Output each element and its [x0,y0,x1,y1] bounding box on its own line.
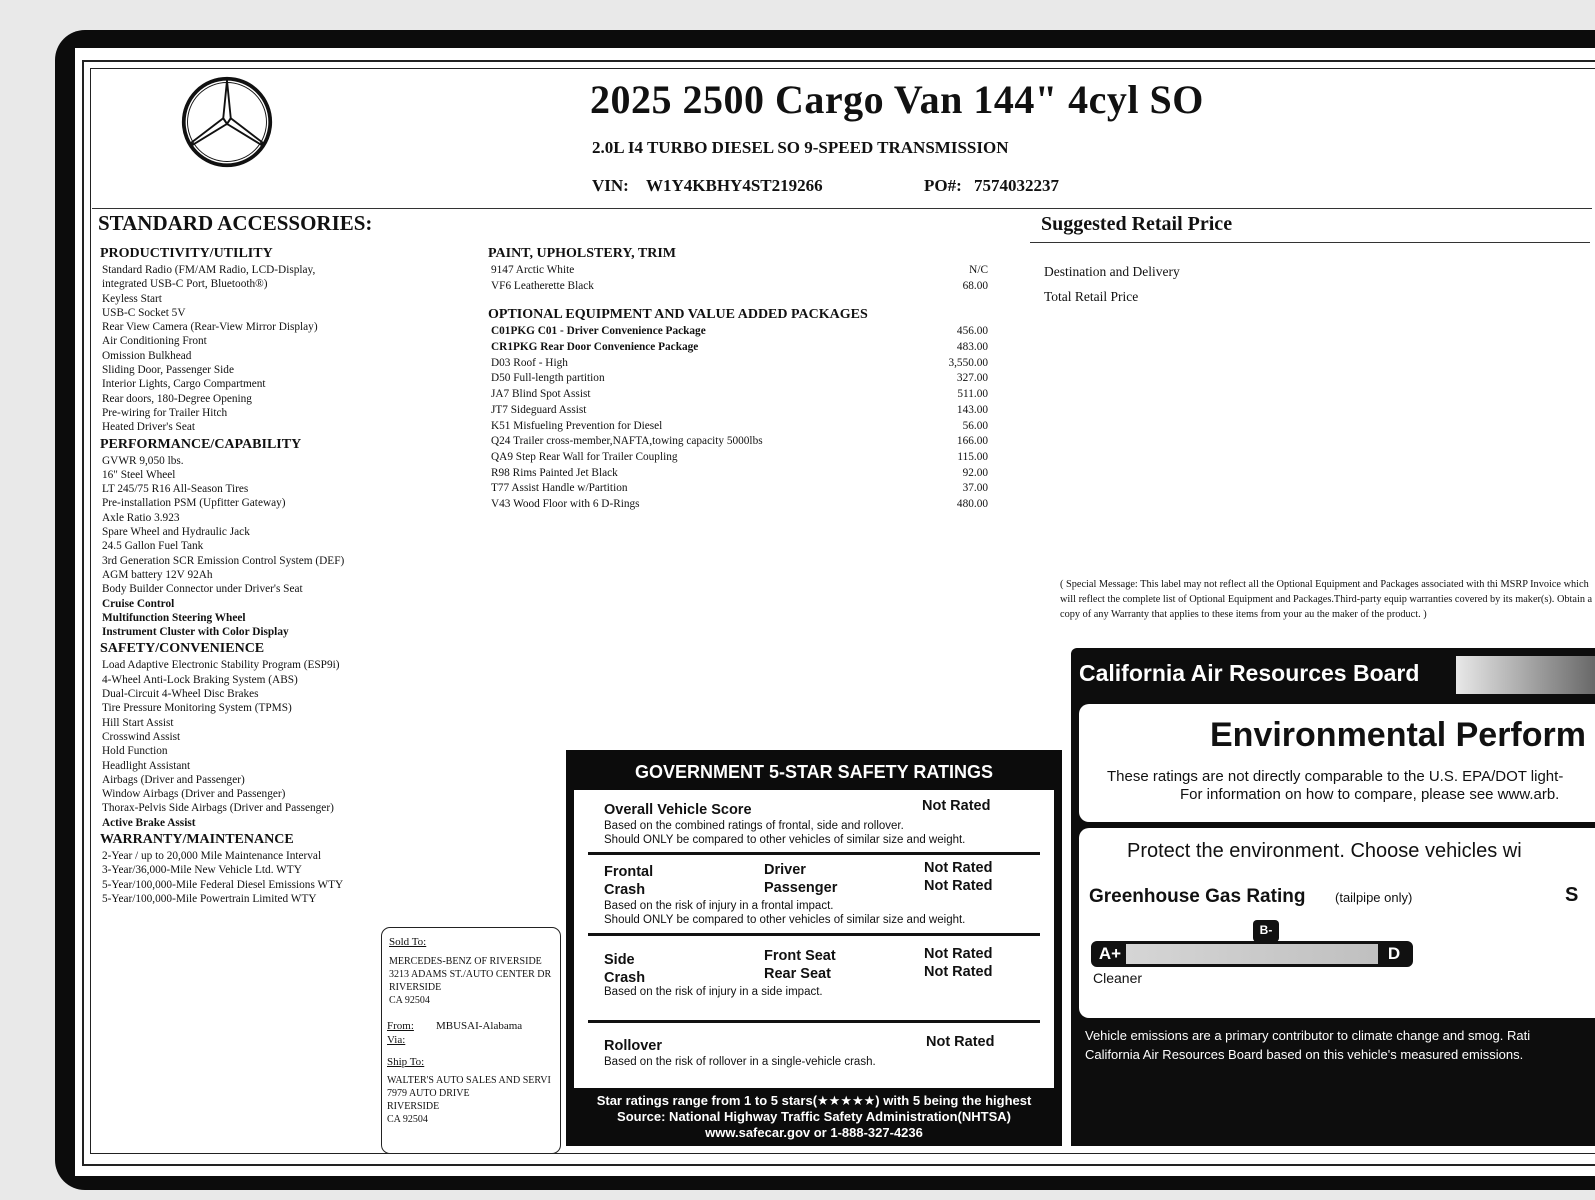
scale-best-grade: A+ [1094,944,1126,964]
cleaner-label: Cleaner [1093,970,1143,986]
safety-ratings-panel [566,750,1062,1146]
side-rear-seat-label: Rear Seat [764,966,831,982]
sold-to-line: MERCEDES-BENZ OF RIVERSIDE [389,956,542,967]
divider [588,852,1040,855]
from-label: From: [387,1020,414,1032]
sold-to-line: CA 92504 [389,995,430,1006]
list-item: Dual-Circuit 4-Wheel Disc Brakes [102,688,259,701]
standard-accessories-list [100,244,460,906]
list-item: Crosswind Assist [102,730,181,743]
special-message: ( Special Message: This label may not reflect all the Optional Equipment and Packages associated with thi MSRP Invoice which will reflect the complete list of Optional Equipment and Packages.Third-party equip warranties covered by its maker(s). Obtain a copy of any Warranty that applies to these items from your au the maker of the product. ) [1060,579,1593,620]
sold-to-label: Sold To: [389,936,427,948]
paint-section-title: PAINT, UPHOLSTERY, TRIM [488,246,677,261]
srp-divider [1030,242,1590,243]
carb-footnote [1085,1026,1530,1064]
list-item: Body Builder Connector under Driver's Seat [102,583,303,596]
option-price: 143.00 [956,403,988,416]
option-desc: K51 Misfueling Prevention for Diesel [491,419,663,432]
option-desc: VF6 Leatherette Black [491,279,594,292]
ghg-rating-label: Greenhouse Gas Rating [1089,886,1306,907]
option-price: 480.00 [956,497,988,510]
list-item: Cruise Control [102,597,175,610]
list-item: Thorax-Pelvis Side Airbags (Driver and Passenger) [102,802,334,815]
section-title: PERFORMANCE/CAPABILITY [100,436,302,452]
list-item: Airbags (Driver and Passenger) [102,773,245,786]
list-item: AGM battery 12V 92Ah [102,568,213,581]
ship-to-line: RIVERSIDE [387,1101,440,1112]
rollover-label: Rollover [604,1038,663,1054]
section-title: SAFETY/CONVENIENCE [100,641,265,657]
frontal-crash-label: Crash [604,882,646,898]
vin-value: W1Y4KBHY4ST219266 [646,176,823,195]
table-row [488,481,988,497]
frontal-driver-label: Driver [764,862,806,878]
list-item: Air Conditioning Front [102,335,207,348]
side-front-seat-label: Front Seat [764,948,836,964]
overall-note: Based on the combined ratings of frontal, side and rollover. [604,820,904,832]
smog-rating-label-partial: S [1565,884,1579,906]
list-item: Active Brake Assist [102,816,196,829]
list-item: Axle Ratio 3.923 [102,511,180,524]
carb-panel [1071,648,1595,1146]
side-note: Based on the risk of injury in a side impact. [604,986,823,998]
frontal-passenger-label: Passenger [764,880,838,896]
option-price: 483.00 [956,341,988,354]
list-item: Spare Wheel and Hydraulic Jack [102,526,250,539]
table-row [488,263,988,279]
overall-score-rating: Not Rated [922,798,991,814]
option-price: 37.00 [962,482,988,495]
option-desc: JT7 Sideguard Assist [491,403,587,416]
list-item: Sliding Door, Passenger Side [102,364,234,377]
safety-contact: www.safecar.gov or 1-888-327-4236 [705,1125,923,1140]
list-item: 4-Wheel Anti-Lock Braking System (ABS) [102,673,298,686]
ship-to-label: Ship To: [387,1056,425,1068]
option-price: 166.00 [956,435,988,448]
list-item: Keyless Start [102,292,162,305]
engine-transmission: 2.0L I4 TURBO DIESEL SO 9-SPEED TRANSMISSION [592,138,1009,157]
option-desc: CR1PKG Rear Door Convenience Package [491,341,699,354]
list-item: 24.5 Gallon Fuel Tank [102,540,204,553]
list-item: Omission Bulkhead [102,349,192,362]
scale-worst-grade: D [1378,944,1410,964]
side-crash-label: Crash [604,970,646,986]
ghg-rating-card [1079,828,1595,1018]
table-row [488,497,988,513]
list-item: Hold Function [102,745,168,758]
option-price: 3,550.00 [948,356,988,369]
list-item: LT 245/75 R16 All-Season Tires [102,483,249,496]
option-price: 456.00 [956,325,988,338]
carb-header-shade [1456,656,1595,694]
ghg-rating-marker: B- [1253,920,1279,942]
option-price: 92.00 [962,466,988,479]
option-price: 115.00 [957,450,988,463]
list-item: Tire Pressure Monitoring System (TPMS) [102,702,292,715]
option-price: N/C [969,264,988,276]
env-performance-heading: Environmental Perform [1210,716,1586,754]
option-desc: R98 Rims Painted Jet Black [491,466,618,479]
list-item: Instrument Cluster with Color Display [102,626,289,639]
carb-title: California Air Resources Board [1079,660,1420,686]
ship-to-line: WALTER'S AUTO SALES AND SERVI [387,1075,551,1086]
vin-label: VIN: [592,176,629,195]
option-price: 327.00 [956,372,988,385]
list-item: Standard Radio (FM/AM Radio, LCD-Display, [102,264,316,276]
table-row [488,279,988,295]
list-item: 16" Steel Wheel [102,468,176,481]
table-row [488,450,988,466]
safety-title: GOVERNMENT 5-STAR SAFETY RATINGS [634,762,994,782]
total-retail-price: Total Retail Price [1044,289,1139,304]
carb-footnote-line: California Air Resources Board based on this vehicle's measured emissions. [1085,1047,1524,1062]
side-front-rating: Not Rated [924,946,993,962]
ghg-rating-scale [1091,941,1413,967]
list-item: GVWR 9,050 lbs. [102,454,184,467]
table-row [488,403,988,419]
list-item: Rear doors, 180-Degree Opening [102,392,252,405]
side-label: Side [604,952,635,968]
table-row [488,434,988,450]
rollover-note: Based on the risk of rollover in a single-vehicle crash. [604,1056,876,1068]
table-row [488,356,988,372]
env-info-note: For information on how to compare, please see www.arb. [1180,786,1560,803]
side-rear-rating: Not Rated [924,964,993,980]
list-item: 3-Year/36,000-Mile New Vehicle Ltd. WTY [102,864,302,877]
rollover-rating: Not Rated [926,1034,995,1050]
mercedes-star-logo [180,75,274,169]
option-price: 511.00 [957,388,988,401]
vehicle-title: 2025 2500 Cargo Van 144" 4cyl SO [590,77,1204,122]
po-value: 7574032237 [974,176,1059,195]
section-title: PRODUCTIVITY/UTILITY [100,246,273,261]
protect-environment-text: Protect the environment. Choose vehicles wi [1127,840,1522,862]
table-row [488,466,988,482]
list-item: Pre-wiring for Trailer Hitch [102,406,228,419]
srp-title: Suggested Retail Price [1041,213,1233,235]
divider [588,933,1040,936]
overall-score-label: Overall Vehicle Score [604,802,752,818]
frontal-note: Should ONLY be compared to other vehicles of similar size and weight. [604,914,966,926]
ship-to-line: CA 92504 [387,1114,428,1125]
ship-to-line: 7979 AUTO DRIVE [387,1088,470,1099]
env-comparison-note: These ratings are not directly comparable to the U.S. EPA/DOT light- [1107,768,1564,785]
list-item: Interior Lights, Cargo Compartment [102,378,266,391]
section-title: WARRANTY/MAINTENANCE [100,831,294,847]
list-item: Multifunction Steering Wheel [102,611,246,624]
option-desc: JA7 Blind Spot Assist [491,388,591,401]
options-section-title: OPTIONAL EQUIPMENT AND VALUE ADDED PACKAGES [488,307,868,323]
sold-to-line: RIVERSIDE [389,982,442,993]
table-row [488,340,988,356]
list-item: Heated Driver's Seat [102,421,196,434]
carb-footnote-line: Vehicle emissions are a primary contributor to climate change and smog. Rati [1085,1028,1531,1043]
option-desc: V43 Wood Floor with 6 D-Rings [491,497,640,510]
option-desc: T77 Assist Handle w/Partition [491,482,628,495]
option-desc: 9147 Arctic White [491,264,575,276]
list-item: Rear View Camera (Rear-View Mirror Display) [102,321,318,334]
list-item: USB-C Socket 5V [102,306,186,319]
option-desc: Q24 Trailer cross-member,NAFTA,towing capacity 5000lbs [491,435,763,448]
option-price: 56.00 [962,419,988,432]
destination-delivery: Destination and Delivery [1044,264,1180,279]
table-row [488,419,988,435]
options-column [488,245,988,513]
po-label: PO#: [924,176,962,195]
option-desc: QA9 Step Rear Wall for Trailer Coupling [491,450,678,463]
frontal-driver-rating: Not Rated [924,860,993,876]
list-item: Hill Start Assist [102,716,174,729]
table-row [488,371,988,387]
frontal-label: Frontal [604,864,654,880]
list-item: 5-Year/100,000-Mile Federal Diesel Emissions WTY [102,878,344,891]
overall-note: Should ONLY be compared to other vehicles of similar size and weight. [604,834,966,846]
from-value: MBUSAI-Alabama [436,1020,523,1032]
list-item: Load Adaptive Electronic Stability Program (ESP9i) [102,659,340,672]
safety-source: Source: National Highway Traffic Safety Administration(NHTSA) [617,1109,1011,1124]
sold-to-box [381,927,561,1154]
table-row [488,324,988,340]
list-item: 5-Year/100,000-Mile Powertrain Limited WTY [102,892,317,905]
frontal-note: Based on the risk of injury in a frontal impact. [604,900,834,912]
safety-footnote: Star ratings range from 1 to 5 stars(★★★★★) with 5 being the highest [596,1093,1032,1108]
table-row [488,387,988,403]
frontal-passenger-rating: Not Rated [924,878,993,894]
option-desc: D50 Full-length partition [491,372,605,385]
ghg-tailpipe-note: (tailpipe only) [1335,890,1413,905]
list-item: Pre-installation PSM (Upfitter Gateway) [102,497,286,510]
env-performance-card [1079,704,1595,822]
option-desc: D03 Roof - High [491,356,568,369]
header-divider [92,208,1592,209]
safety-ratings-body [574,790,1054,1088]
option-price: 68.00 [962,279,988,292]
list-item: 3rd Generation SCR Emission Control System (DEF) [102,554,345,567]
list-item: Headlight Assistant [102,759,191,772]
divider [588,1020,1040,1023]
standard-accessories-title: STANDARD ACCESSORIES: [98,211,373,235]
option-desc: C01PKG C01 - Driver Convenience Package [491,325,706,338]
sold-to-line: 3213 ADAMS ST./AUTO CENTER DR [389,969,552,980]
list-item: integrated USB-C Port, Bluetooth®) [102,278,268,291]
via-label: Via: [387,1034,406,1046]
list-item: Window Airbags (Driver and Passenger) [102,788,286,801]
list-item: 2-Year / up to 20,000 Mile Maintenance Interval [102,849,322,862]
